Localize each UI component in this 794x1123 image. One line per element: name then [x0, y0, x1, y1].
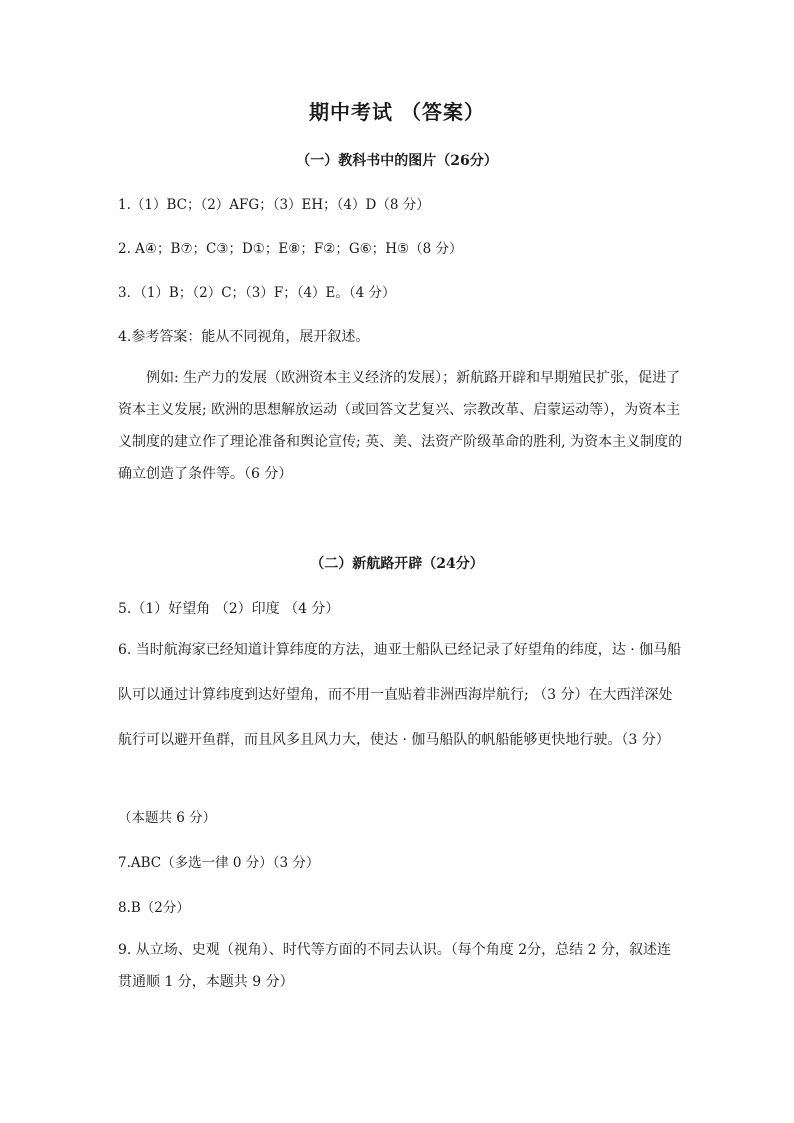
- answer-q2: 2. A④；B⑦；C③；D①；E⑧；F②；G⑥；H⑤（8 分）: [118, 241, 463, 257]
- answer-q4-intro: 4.参考答案：能从不同视角，展开叙述。: [118, 329, 370, 345]
- answer-q4-example: [118, 362, 683, 490]
- answer-q9: 9. 从立场、史观（视角）、时代等方面的不同去认识。（每个角度 2分，总结 2 分，叙述连贯通顺 1 分，本题共 9 分）: [118, 942, 671, 990]
- answer-q4-example-text: 例如: 生产力的发展（欧洲资本主义经济的发展）；新航路开辟和早期殖民扩张，促进了资本主义发展; 欧洲的思想解放运动（或回答文艺复兴、宗教改革、启蒙运动等），为资本主义制度的建立作了理论准备和舆论宣传; 英、美、法资产阶级革命的胜利, 为资本主义制度的确立创造了条件等。（6 分）: [118, 370, 683, 482]
- answer-q6-total: （本题共 6 分）: [118, 810, 217, 826]
- answer-q6: 6. 当时航海家已经知道计算纬度的方法，迪亚士船队已经记录了好望角的纬度，达 · 伽马船队可以通过计算纬度到达好望角，而不用一直贴着非洲西海岸航行; （3 分）在大西洋深处航行可以避开鱼群，而且风多且风力大，使达 · 伽马船队的帆船能够更快地行驶。（3 分）: [118, 642, 682, 748]
- answer-q1: 1.（1）BC；（2）AFG；（3）EH；（4）D（8 分）: [118, 197, 430, 213]
- section-heading-textbook-images: （一）教科书中的图片（26分）: [296, 153, 498, 169]
- answer-q8: 8.B（2分）: [118, 900, 190, 916]
- section-heading-new-sea-routes: （二）新航路开辟（24分）: [310, 556, 484, 572]
- page-title: 期中考试 （答案）: [309, 100, 485, 124]
- answer-q7: 7.ABC（多选一律 0 分）（3 分）: [118, 855, 320, 871]
- answer-q5: 5.（1）好望角 （2）印度 （4 分）: [118, 601, 340, 617]
- answer-q3: 3．（1）B；（2）C；（3）F；（4）E。（4 分）: [118, 285, 396, 301]
